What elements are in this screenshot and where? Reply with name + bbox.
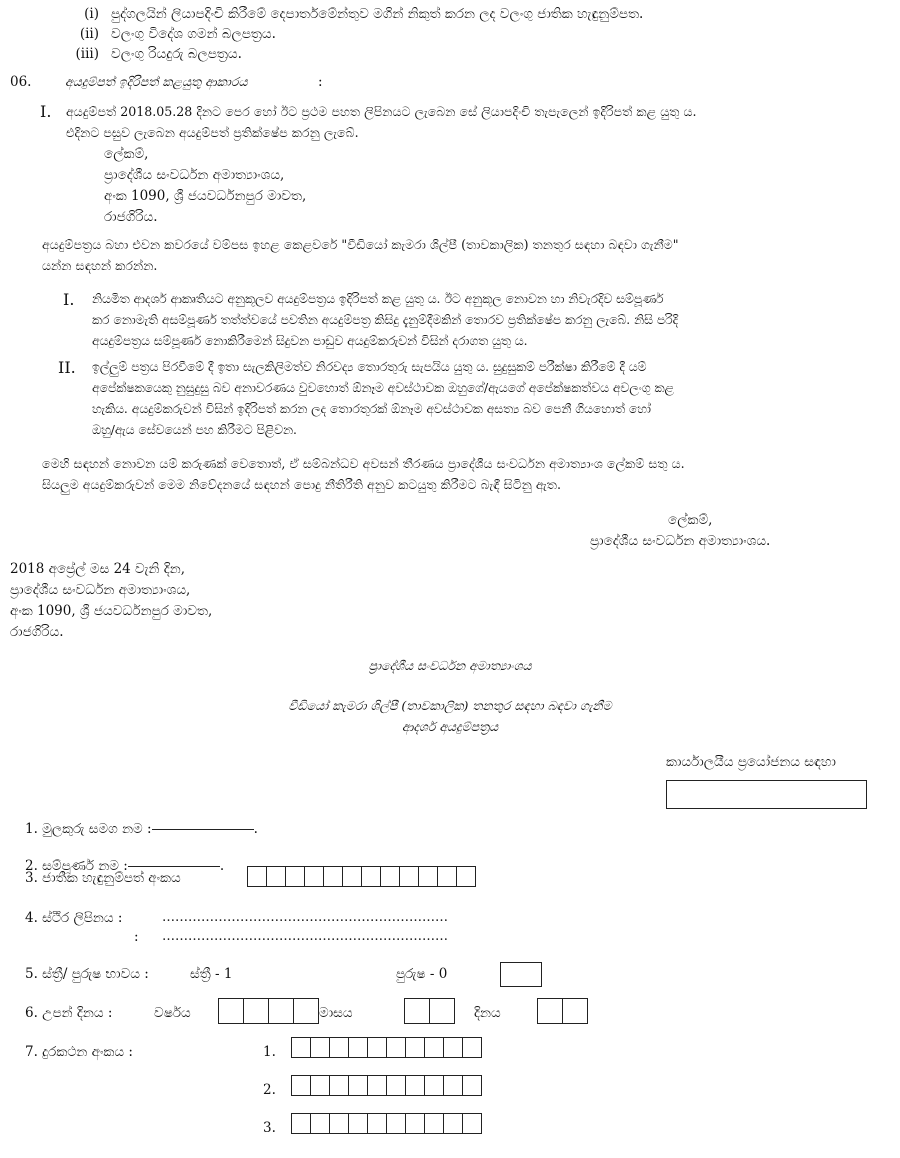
envelope-line-2: යන්න සඳහන් කරන්න.: [42, 258, 158, 273]
phone-box[interactable]: [310, 1075, 330, 1096]
rule-2-line-2: අපේක්ෂකයෙකු නුසුදුසු බව අනාවරණය වුවහොත් ඕනෑම අවස්ථාවක ඔහුගේ/ඇයගේ අපේක්ෂකත්වය අවලංගු කළ: [92, 381, 674, 395]
phone-box[interactable]: [386, 1037, 406, 1058]
nic-box[interactable]: [399, 866, 419, 887]
year-box[interactable]: [243, 998, 269, 1024]
female-option: ස්ත්‍රී - 1: [190, 966, 233, 982]
nic-box[interactable]: [437, 866, 457, 887]
nic-box[interactable]: [456, 866, 476, 887]
phone-boxes-2[interactable]: [292, 1075, 482, 1096]
form-subtitle: ආදර්ශ අයදුම්පත්‍රය: [401, 719, 499, 734]
phone-box[interactable]: [462, 1075, 482, 1096]
phone-number-1-label: 1.: [263, 1044, 276, 1060]
phone-box[interactable]: [367, 1075, 387, 1096]
nic-box[interactable]: [342, 866, 362, 887]
date-line-4: රාජගිරිය.: [10, 624, 64, 640]
date-line-2: ප්‍රාදේශීය සංවර්ධන අමාත්‍යාංශය,: [10, 582, 191, 598]
nic-box[interactable]: [361, 866, 381, 887]
list-text-ii: වලංගු විදේශ ගමන් බලපත්‍රය.: [111, 26, 276, 42]
address-dots-1[interactable]: …………………………………………………………: [162, 910, 448, 925]
phone-box[interactable]: [329, 1075, 349, 1096]
phone-box[interactable]: [329, 1113, 349, 1134]
phone-box[interactable]: [443, 1113, 463, 1134]
month-label: මාසය: [319, 1005, 353, 1021]
nic-box[interactable]: [285, 866, 305, 887]
rule-2-line-3: හැකිය. අයදුම්කරුවන් විසින් ඉදිරිපත් කරන ලද තොරතුරක් ඕනෑම අවස්ථාවක අසත්‍ය බව පෙනී ගියහොත් හෝ: [92, 402, 651, 416]
year-box[interactable]: [268, 998, 294, 1024]
year-boxes[interactable]: [219, 998, 319, 1024]
phone-box[interactable]: [386, 1075, 406, 1096]
rule-1-line-1: නියමිත ආදර්ශ ආකෘතියට අනුකූලව අයදුම්පත්‍රය ඉදිරිපත් කළ යුතු ය. ඊට අනුකූල නොවන හා නිවැරදිව සම්පූර්ණ: [92, 292, 664, 306]
envelope-line-1: අයදුම්පත්‍රය බහා එවන කවරයේ වම්පස ඉහළ කෙළවරේ "වීඩියෝ කැමරා ශිල්පී (තාවකාලික) තනතුර සඳහා බඳවා ගැනීම": [42, 237, 679, 252]
phone-box[interactable]: [462, 1037, 482, 1058]
field-2-period: .: [219, 858, 225, 874]
nic-box[interactable]: [418, 866, 438, 887]
rule-1-line-2: කර නොමැති අසම්පූර්ණ තත්ත්වයේ පවතින අයදුම්පත්‍ර කිසිදු දැනුම්දීමකින් තොරව ප්‍රතික්ෂේප කරනු ලැබේ. නිසි පරිදි: [92, 313, 679, 327]
phone-box[interactable]: [348, 1037, 368, 1058]
male-option: පුරුෂ - 0: [396, 966, 448, 982]
rule-2-line-1: ඉල්ලුම් පත්‍රය පිරවීමේ දී ඉතා සැලකිලිමත්ව නිරවද්‍ය තොරතුරු සැපයිය යුතු ය. සුදුසුකම් පරීක්ෂා කිරීමේ දී යම්: [92, 360, 647, 374]
nic-box[interactable]: [266, 866, 286, 887]
list-number-i: (i): [84, 6, 99, 22]
phone-box[interactable]: [329, 1037, 349, 1058]
day-box[interactable]: [537, 998, 563, 1024]
item-1-line-1: අයදුම්පත් 2018.05.28 දිනට පෙර හෝ ඊට ප්‍රථම පහත ලිපිනයට ලැබෙන සේ ලියාපදිංචි තැපැලෙන් ඉදිරිපත් කළ යුතු ය.: [66, 104, 697, 119]
signature-title: ලේකම්,: [668, 512, 713, 528]
day-box[interactable]: [562, 998, 588, 1024]
date-line-1: 2018 අප්‍රේල් මස 24 වැනි දින,: [10, 561, 186, 577]
phone-box[interactable]: [310, 1037, 330, 1058]
phone-box[interactable]: [462, 1113, 482, 1134]
phone-number-2-label: 2.: [263, 1082, 276, 1098]
section-heading-colon: :: [318, 74, 323, 90]
signature-ministry: ප්‍රාදේශීය සංවර්ධන අමාත්‍යාංශය.: [590, 533, 771, 549]
address-line-4: රාජගිරිය.: [104, 209, 158, 225]
list-text-i: පුද්ගලයින් ලියාපදිංචි කිරීමේ දෙපාර්තමේන්තුව මගින් නිකුත් කරන ලද වලංගු ජාතික හැඳුනුම්පත.: [111, 6, 644, 22]
field-5-label: 5. ස්ත්‍රී/ පුරුෂ භාවය :: [25, 966, 149, 982]
phone-boxes-3[interactable]: [292, 1113, 482, 1134]
year-label: වර්ෂය: [154, 1005, 191, 1021]
date-line-3: අංක 1090, ශ්‍රී ජයවර්ධනපුර මාවත,: [10, 603, 213, 619]
phone-box[interactable]: [405, 1075, 425, 1096]
field-1-label-text: 1. මුලකුරු සමග නම :: [25, 821, 152, 837]
address-line-2: ප්‍රාදේශීය සංවර්ධන අමාත්‍යාංශය,: [104, 167, 285, 183]
list-number-ii: (ii): [79, 26, 99, 42]
day-label: දිනය: [474, 1005, 501, 1021]
nic-boxes[interactable]: [248, 866, 476, 887]
phone-box[interactable]: [291, 1037, 311, 1058]
rule-1-number: I.: [63, 290, 75, 309]
phone-box[interactable]: [348, 1113, 368, 1134]
section-heading: අයදුම්පත් ඉදිරිපත් කළයුතු ආකාරය: [65, 74, 248, 89]
field-4-colon-2: :: [134, 929, 139, 945]
year-box[interactable]: [218, 998, 244, 1024]
section-number: 06.: [10, 74, 32, 90]
rule-2-number: II.: [58, 358, 76, 377]
phone-boxes-1[interactable]: [292, 1037, 482, 1058]
phone-box[interactable]: [443, 1075, 463, 1096]
item-1-number: I.: [40, 102, 52, 121]
month-box[interactable]: [404, 998, 430, 1024]
phone-box[interactable]: [405, 1113, 425, 1134]
form-title: වීඩියෝ කැමරා ශිල්පී (තාවකාලික) තනතුර සඳහා බඳවා ගැනීම: [288, 698, 612, 713]
month-box[interactable]: [429, 998, 455, 1024]
field-2-label-text: 2. සම්පූර්ණ නම :: [25, 858, 128, 874]
phone-box[interactable]: [424, 1113, 444, 1134]
phone-box[interactable]: [291, 1075, 311, 1096]
list-text-iii: වලංගු රියදුරු බලපත්‍රය.: [111, 46, 242, 62]
item-1-line-2: එදිනට පසුව ලැබෙන අයදුම්පත් ප්‍රතික්ෂේප කරනු ලැබේ.: [66, 125, 359, 140]
closing-line-2: සියලුම අයදුම්කරුවන් මෙම නිවේදනයේ සඳහන් පොදු නීතිරීති අනුව කටයුතු කිරීමට බැඳී සිටිනු ඇත.: [42, 477, 562, 492]
year-box[interactable]: [293, 998, 319, 1024]
phone-number-3-label: 3.: [263, 1120, 276, 1136]
phone-box[interactable]: [367, 1113, 387, 1134]
field-4-label: 4. ස්ථිර ලිපිනය :: [25, 910, 123, 926]
phone-box[interactable]: [291, 1113, 311, 1134]
rule-1-line-3: අයදුම්පත්‍රය සම්පූර්ණ නොකිරීමෙන් සිදුවන පාඩුව අයදුම්කරුවන් විසින් දරාගත යුතු ය.: [92, 334, 528, 348]
phone-box[interactable]: [386, 1113, 406, 1134]
phone-box[interactable]: [443, 1037, 463, 1058]
nic-box[interactable]: [247, 866, 267, 887]
field-2-underline[interactable]: [128, 866, 220, 867]
phone-box[interactable]: [405, 1037, 425, 1058]
field-3-label: 3. ජාතික හැඳුනුම්පත් අංකය: [25, 870, 181, 886]
closing-line-1: මෙහි සඳහන් නොවන යම් කරුණක් වෙතොත්, ඒ සම්බන්ධව අවසන් තීරණය ප්‍රාදේශීය සංවර්ධන අමාත්‍යාංශ ලේකම් සතු ය.: [42, 456, 685, 471]
phone-box[interactable]: [367, 1037, 387, 1058]
nic-box[interactable]: [304, 866, 324, 887]
day-boxes[interactable]: [538, 998, 588, 1024]
field-1-label: [25, 821, 258, 837]
office-use-label: කාර්යාලයීය ප්‍රයෝජනය සඳහා: [666, 754, 836, 770]
phone-box[interactable]: [424, 1075, 444, 1096]
form-ministry: ප්‍රාදේශීය සංවර්ධන අමාත්‍යාංශය: [368, 658, 532, 673]
field-6-label: 6. උපන් දිනය :: [25, 1005, 113, 1021]
field-1-underline[interactable]: [152, 829, 254, 830]
nic-box[interactable]: [323, 866, 343, 887]
nic-box[interactable]: [380, 866, 400, 887]
address-line-3: අංක 1090, ශ්‍රී ජයවර්ධනපුර මාවත,: [104, 188, 307, 204]
phone-box[interactable]: [348, 1075, 368, 1096]
gender-box[interactable]: [500, 962, 542, 987]
phone-box[interactable]: [424, 1037, 444, 1058]
office-use-box[interactable]: [666, 780, 867, 809]
address-line-1: ලේකම්,: [104, 146, 149, 162]
address-dots-2[interactable]: …………………………………………………………: [162, 929, 448, 944]
month-boxes[interactable]: [405, 998, 455, 1024]
phone-box[interactable]: [310, 1113, 330, 1134]
field-1-period: .: [253, 821, 258, 837]
list-number-iii: (iii): [75, 46, 99, 62]
rule-2-line-4: ඔහු/ඇය සේවයෙන් පහ කිරීමට පිළිවන.: [92, 423, 297, 437]
field-7-label: 7. දුරකථන අංකය :: [25, 1044, 133, 1060]
